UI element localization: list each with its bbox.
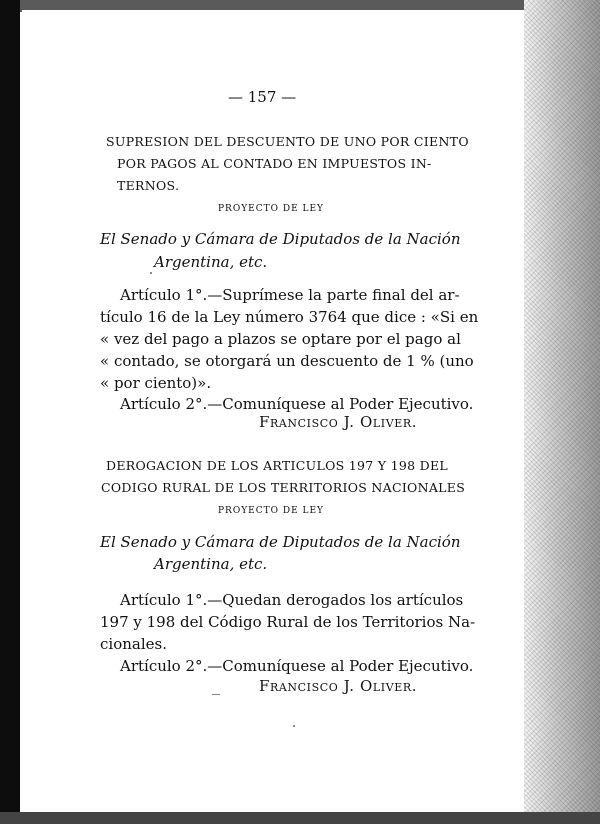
- section2-body-line-4: Artículo 2°.—Comuníquese al Poder Ejecutivo.: [120, 657, 474, 675]
- section2-preamble-line-2: Argentina, etc.: [154, 555, 268, 573]
- section1-preamble-line-1: El Senado y Cámara de Diputados de la Nación: [100, 230, 461, 248]
- scan-bottom-edge: [0, 812, 600, 824]
- section2-body-line-2: 197 y 198 del Código Rural de los Territorios Na-: [100, 613, 476, 631]
- document-page: [22, 10, 524, 812]
- page-number: — 157 —: [228, 88, 297, 106]
- section1-body-line-3: « vez del pago a plazos se optare por el pago al: [100, 330, 461, 348]
- scan-page-edge: [524, 0, 600, 824]
- section1-body-line-1: Artículo 1°.—Suprímese la parte final del ar-: [120, 286, 460, 304]
- scan-speck: [212, 694, 220, 695]
- section1-body-line-6: Artículo 2°.—Comuníquese al Poder Ejecutivo.: [120, 395, 474, 413]
- section2-body-line-3: cionales.: [100, 635, 167, 653]
- scan-binding-edge: [0, 0, 20, 824]
- section2-heading-line-1: DEROGACION DE LOS ARTICULOS 197 Y 198 DEL: [106, 458, 448, 473]
- section2-heading-line-2: CODIGO RURAL DE LOS TERRITORIOS NACIONALES: [101, 480, 466, 495]
- section1-heading-line-3: TERNOS.: [117, 178, 180, 193]
- section1-body-line-2: tículo 16 de la Ley número 3764 que dice : «Si en: [100, 308, 479, 326]
- section1-signature: Francisco J. Oliver.: [259, 413, 418, 431]
- scan-speck: [293, 725, 295, 727]
- section2-signature: Francisco J. Oliver.: [259, 677, 418, 695]
- section1-body-line-4: « contado, se otorgará un descuento de 1 % (uno: [100, 352, 474, 370]
- scan-speck: [150, 272, 152, 274]
- section2-body-line-1: Artículo 1°.—Quedan derogados los artículos: [120, 591, 464, 609]
- section1-preamble-line-2: Argentina, etc.: [154, 253, 268, 271]
- section1-body-line-5: « por ciento)».: [100, 374, 212, 392]
- section1-heading-line-1: SUPRESION DEL DESCUENTO DE UNO POR CIENTO: [106, 134, 469, 149]
- section2-preamble-line-1: El Senado y Cámara de Diputados de la Nación: [100, 533, 461, 551]
- section1-heading-line-2: POR PAGOS AL CONTADO EN IMPUESTOS IN-: [117, 156, 432, 171]
- section2-label: PROYECTO DE LEY: [218, 506, 324, 516]
- section1-label: PROYECTO DE LEY: [218, 204, 324, 214]
